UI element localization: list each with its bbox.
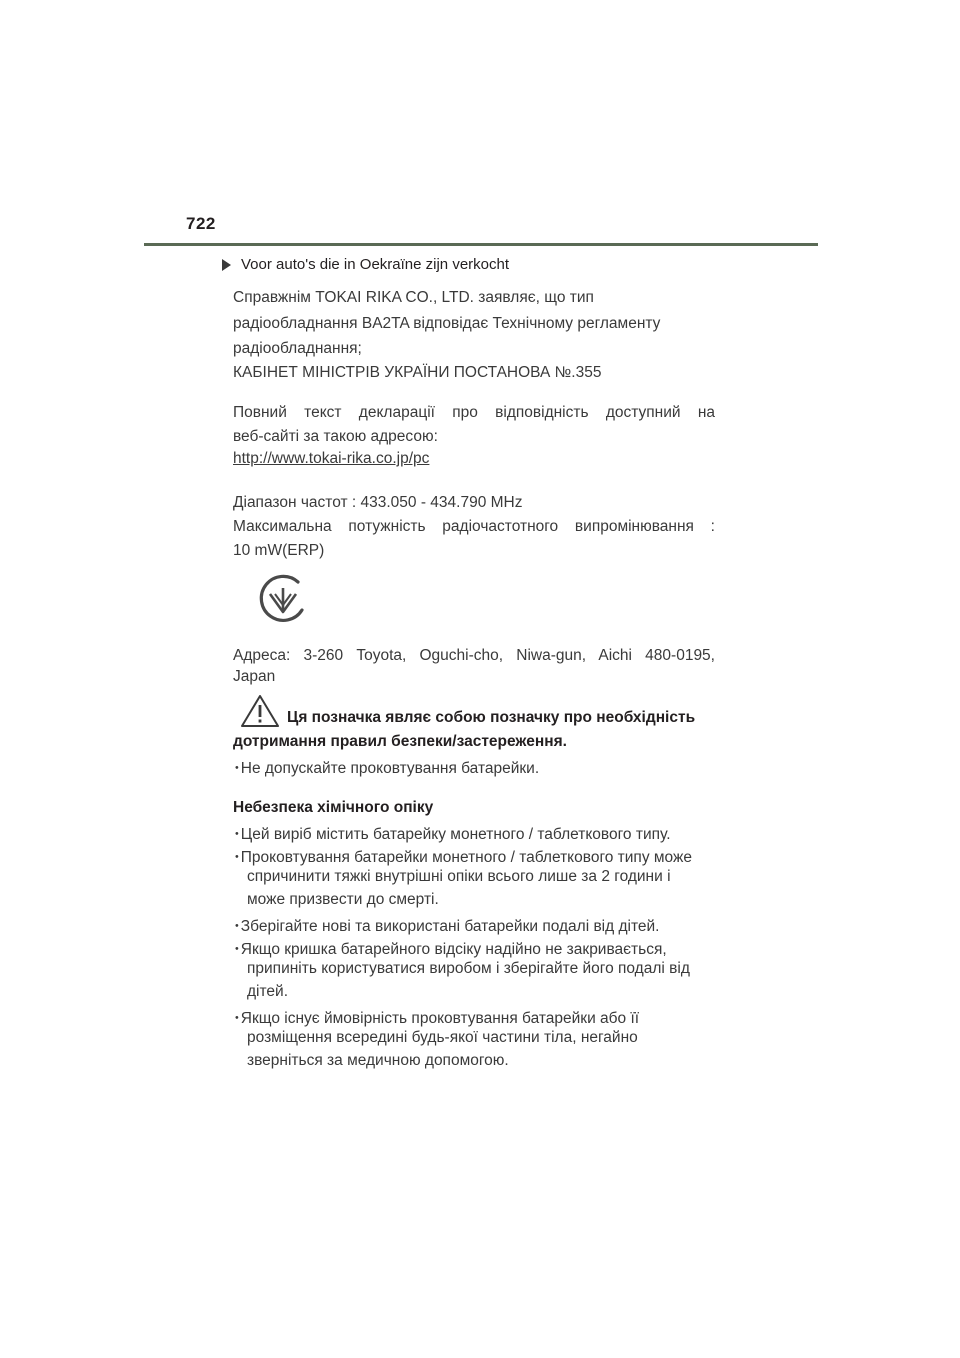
declaration-line-1: Справжнім TOKAI RIKA CO., LTD. заявляє, що тип bbox=[233, 289, 594, 306]
bullet-mark: ･ bbox=[233, 849, 241, 866]
fulltext-line-1: Повний текст декларації про відповідність доступний на bbox=[233, 404, 715, 421]
chemical-burn-heading: Небезпека хімічного опіку bbox=[233, 799, 434, 816]
chemical-bullet-2-cont-2: може призвести до смерті. bbox=[247, 891, 439, 908]
address-line-2: Japan bbox=[233, 668, 276, 685]
chemical-bullet-2: ･Проковтування батарейки монетного / таблеткового типу може bbox=[233, 849, 692, 866]
bullet-mark: ･ bbox=[233, 918, 241, 935]
declaration-line-3: радіообладнання; bbox=[233, 340, 362, 357]
chemical-bullet-4: ･Якщо кришка батарейного відсіку надійно не закривається, bbox=[233, 941, 667, 958]
max-power-line-1: Максимальна потужність радіочастотного випромінювання : bbox=[233, 518, 715, 535]
declaration-url-link[interactable]: http://www.tokai-rika.co.jp/pc bbox=[233, 450, 430, 467]
chemical-bullet-4-cont-1: припиніть користуватися виробом і зберігайте його подалі від bbox=[247, 960, 690, 977]
page-number: 722 bbox=[186, 214, 216, 233]
chemical-bullet-2-cont-1: спричинити тяжкі внутрішні опіки всього лише за 2 години і bbox=[247, 868, 671, 885]
bullet-mark: ･ bbox=[233, 760, 241, 777]
chemical-bullet-3: ･Зберігайте нові та використані батарейки подалі від дітей. bbox=[233, 918, 660, 935]
max-power-line-2: 10 mW(ERP) bbox=[233, 542, 325, 559]
warning-triangle-icon bbox=[240, 694, 280, 728]
chemical-bullet-5: ･Якщо існує ймовірність проковтування батарейки або її bbox=[233, 1010, 640, 1027]
chemical-bullet-5-cont-1: розміщення всередині будь-якої частини тіла, негайно bbox=[247, 1029, 638, 1046]
triangle-bullet-icon bbox=[222, 259, 231, 271]
fulltext-line-2: веб-сайті за такою адресою: bbox=[233, 428, 438, 445]
ukrainian-conformity-mark-icon bbox=[256, 572, 310, 626]
chemical-bullet-1: ･Цей виріб містить батарейку монетного / таблеткового типу. bbox=[233, 826, 671, 843]
bullet-mark: ･ bbox=[233, 1010, 241, 1027]
section-heading-text: Voor auto's die in Oekraïne zijn verkocht bbox=[241, 256, 510, 273]
chemical-bullet-5-cont-2: зверніться за медичною допомогою. bbox=[247, 1052, 509, 1069]
bullet-mark: ･ bbox=[233, 826, 241, 843]
declaration-line-2: радіообладнання BA2TA відповідає Технічному регламенту bbox=[233, 315, 661, 332]
frequency-range: Діапазон частот : 433.050 - 434.790 MHz bbox=[233, 494, 523, 511]
warning-line-1: Ця позначка являє собою позначку про необхідність bbox=[287, 709, 696, 726]
chemical-bullet-4-cont-2: дітей. bbox=[247, 983, 288, 1000]
declaration-line-4: КАБІНЕТ МІНІСТРІВ УКРАЇНИ ПОСТАНОВА №.355 bbox=[233, 364, 602, 381]
bullet-mark: ･ bbox=[233, 941, 241, 958]
header-rule bbox=[144, 243, 818, 246]
warning-line-2: дотримання правил безпеки/застереження. bbox=[233, 733, 567, 750]
section-heading bbox=[222, 256, 509, 273]
warning-bullet-1: ･Не допускайте проковтування батарейки. bbox=[233, 760, 540, 777]
address-line-1: Адреса: 3-260 Toyota, Oguchi-cho, Niwa-gun, Aichi 480-0195, bbox=[233, 647, 715, 664]
